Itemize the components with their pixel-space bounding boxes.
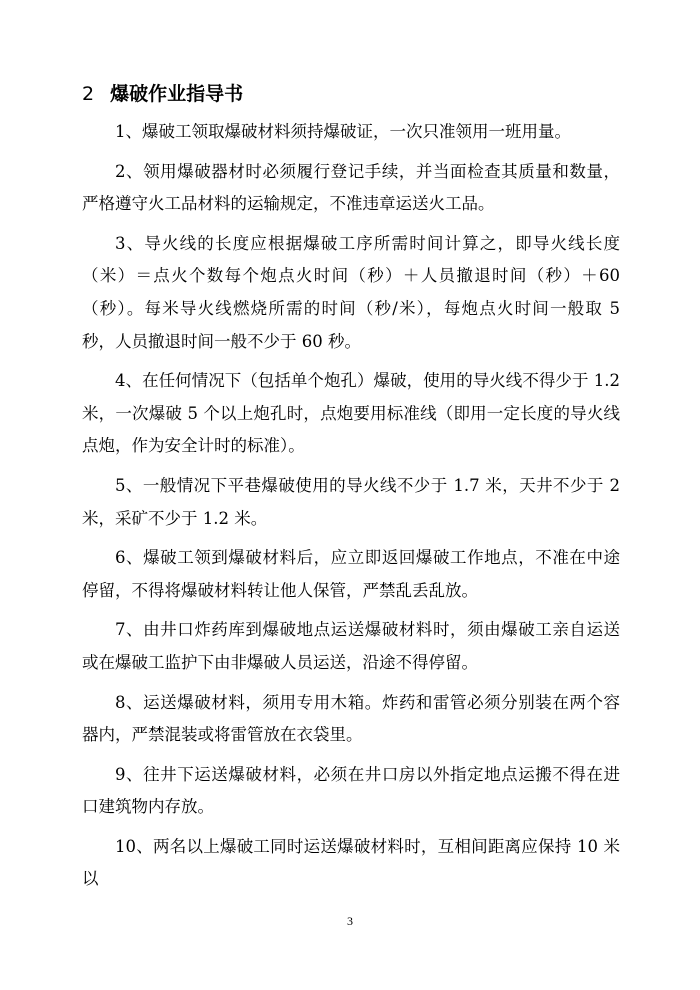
paragraph-9: 9、往井下运送爆破材料，必须在井口房以外指定地点运搬不得在进口建筑物内存放。: [82, 764, 620, 817]
paragraph-6: 6、爆破工领到爆破材料后，应立即返回爆破工作地点，不准在中途停留，不得将爆破材料转让他人保管，严禁乱丢乱放。: [82, 548, 620, 600]
paragraph-3: 3、导火线的长度应根据爆破工序所需时间计算之，即导火线长度（米）＝点火个数每个炮点火时间（秒）＋人员撤退时间（秒）＋60（秒）。每米导火线燃烧所需的时间（秒/米），每炮点火时间一般取 5 秒，人员撤退时间一般不少于 60 秒。: [82, 233, 620, 351]
paragraph-7: 7、由井口炸药库到爆破地点运送爆破材料时，须由爆破工亲自运送或在爆破工监护下由非爆破人员运送，沿途不得停留。: [82, 620, 620, 672]
paragraph-10: 10、两名以上爆破工同时运送爆破材料时，互相间距离应保持 10 米以: [82, 836, 620, 889]
section-heading: [82, 80, 243, 108]
document-body: [82, 116, 620, 903]
section-number: 2: [82, 83, 95, 105]
paragraph-1: 1、爆破工领取爆破材料须持爆破证，一次只准领用一班用量。: [115, 122, 571, 141]
paragraph-4: 4、在任何情况下（包括单个炮孔）爆破，使用的导火线不得少于 1.2 米，一次爆破 5 个以上炮孔时，点炮要用标准线（即用一定长度的导火线点炮，作为安全计时的标准）。: [82, 371, 620, 456]
paragraph-5: 5、一般情况下平巷爆破使用的导火线不少于 1.7 米，天井不少于 2 米，采矿不少于 1.2 米。: [82, 475, 620, 528]
section-title: 爆破作业指导书: [110, 83, 244, 105]
paragraph-8: 8、运送爆破材料，须用专用木箱。炸药和雷管必须分别装在两个容器内，严禁混装或将雷管放在衣袋里。: [82, 692, 620, 745]
page-number: 3: [347, 914, 353, 928]
paragraph-2: 2、领用爆破器材时必须履行登记手续，并当面检查其质量和数量，严格遵守火工品材料的运输规定，不准违章运送火工品。: [82, 161, 620, 214]
